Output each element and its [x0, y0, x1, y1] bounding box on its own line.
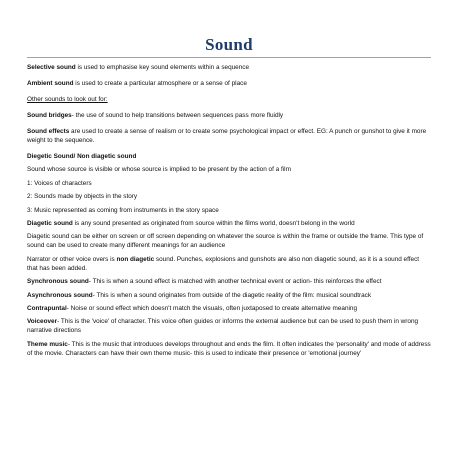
non-diagetic-post: sound. Punches, explosions and gunshots are also non diagetic sound, as it is a sound effect that has been added. [27, 255, 420, 272]
paragraph-sound-bridges [27, 111, 431, 120]
definition-synchronous-sound: - This is when a sound effect is matched with another technical event or action- this reinforces the effect [88, 278, 382, 286]
page-title: Sound [205, 35, 253, 54]
list-item: 2: Sounds made by objects in the story [27, 193, 138, 201]
other-sounds-heading [27, 95, 431, 104]
paragraph-ambient-sound [27, 79, 431, 88]
paragraph-asynchronous-sound [27, 291, 431, 300]
definition-voiceover: - This is the 'voice' of character. This voice often guides or informs the external audience but can be used to push them in wrong narrative directions [27, 318, 419, 335]
paragraph-diagetic-on-off-screen: Diagetic sound can be either on screen or off screen depending on whatever the source is within the frame or outside the frame. This type of sound can be used to create many different meanings for an audience [27, 233, 424, 250]
other-sounds-heading-text: Other sounds to look out for: [27, 96, 108, 103]
paragraph-voiceover [27, 317, 431, 335]
title-divider [27, 57, 431, 58]
definition-sound-bridges: - the use of sound to help transitions between sequences pass more fluidly [71, 112, 284, 119]
document-page [27, 0, 431, 453]
term-voiceover: Voiceover [27, 318, 58, 326]
paragraph-selective-sound [27, 63, 431, 72]
paragraph-synchronous-sound [27, 277, 431, 286]
diegetic-heading [27, 152, 431, 161]
term-theme-music: Theme music [27, 340, 68, 348]
term-diagetic-sound: Diagetic sound [27, 219, 73, 227]
definition-theme-music: - This is the music that introduces develops throughout and ends the film. It often indicates the 'personality' and mode of address of the movie. Characters can have their own theme music- this is used to indicate their presence or 'emotional journey' [27, 340, 431, 357]
definition-selective-sound: is used to emphasise key sound elements within a sequence [75, 64, 250, 71]
paragraph-diegetic-definition: Sound whose source is visible or whose source is implied to be present by the action of a film [27, 166, 291, 174]
term-contrapuntal: Contrapuntal [27, 304, 67, 312]
definition-contrapuntal: - Noise or sound effect which doesn't match the visuals, often juxtaposed to create alternative meaning [66, 304, 358, 312]
paragraph-diagetic-sound [27, 219, 431, 228]
paragraph-theme-music [27, 340, 431, 358]
term-ambient-sound: Ambient sound [27, 80, 74, 87]
document-body [27, 63, 431, 362]
list-item: 1: Voices of characters [27, 179, 92, 187]
non-diagetic-pre: Narrator or other voice overs is [27, 255, 117, 263]
paragraph-non-diagetic [27, 255, 431, 273]
paragraph-sound-effects [27, 127, 431, 145]
definition-ambient-sound: is used to create a particular atmosphere or a sense of place [73, 80, 247, 87]
term-non-diagetic: non diagetic [116, 255, 155, 263]
definition-asynchronous-sound: - This is when a sound originates from outside of the diagetic reality of the film: musical soundtrack [92, 291, 372, 299]
term-sound-effects: Sound effects [27, 128, 70, 135]
definition-sound-effects: are used to create a sense of realism or to create some psychological impact or effect. EG: A punch or gunshot to give it more weight to the sequence. [27, 128, 427, 144]
paragraph-contrapuntal [27, 304, 431, 313]
term-asynchronous-sound: Asynchronous sound [27, 291, 93, 299]
term-sound-bridges: Sound bridges [27, 112, 72, 119]
term-synchronous-sound: Synchronous sound [27, 278, 89, 286]
list-item: 3: Music represented as coming from instruments in the story space [27, 206, 219, 214]
term-selective-sound: Selective sound [27, 64, 76, 71]
definition-diagetic-sound: is any sound presented as originated from source within the films world, doesn't belong in the world [72, 219, 355, 227]
diegetic-heading-text: Diegetic Sound/ Non diagetic sound [27, 153, 137, 160]
